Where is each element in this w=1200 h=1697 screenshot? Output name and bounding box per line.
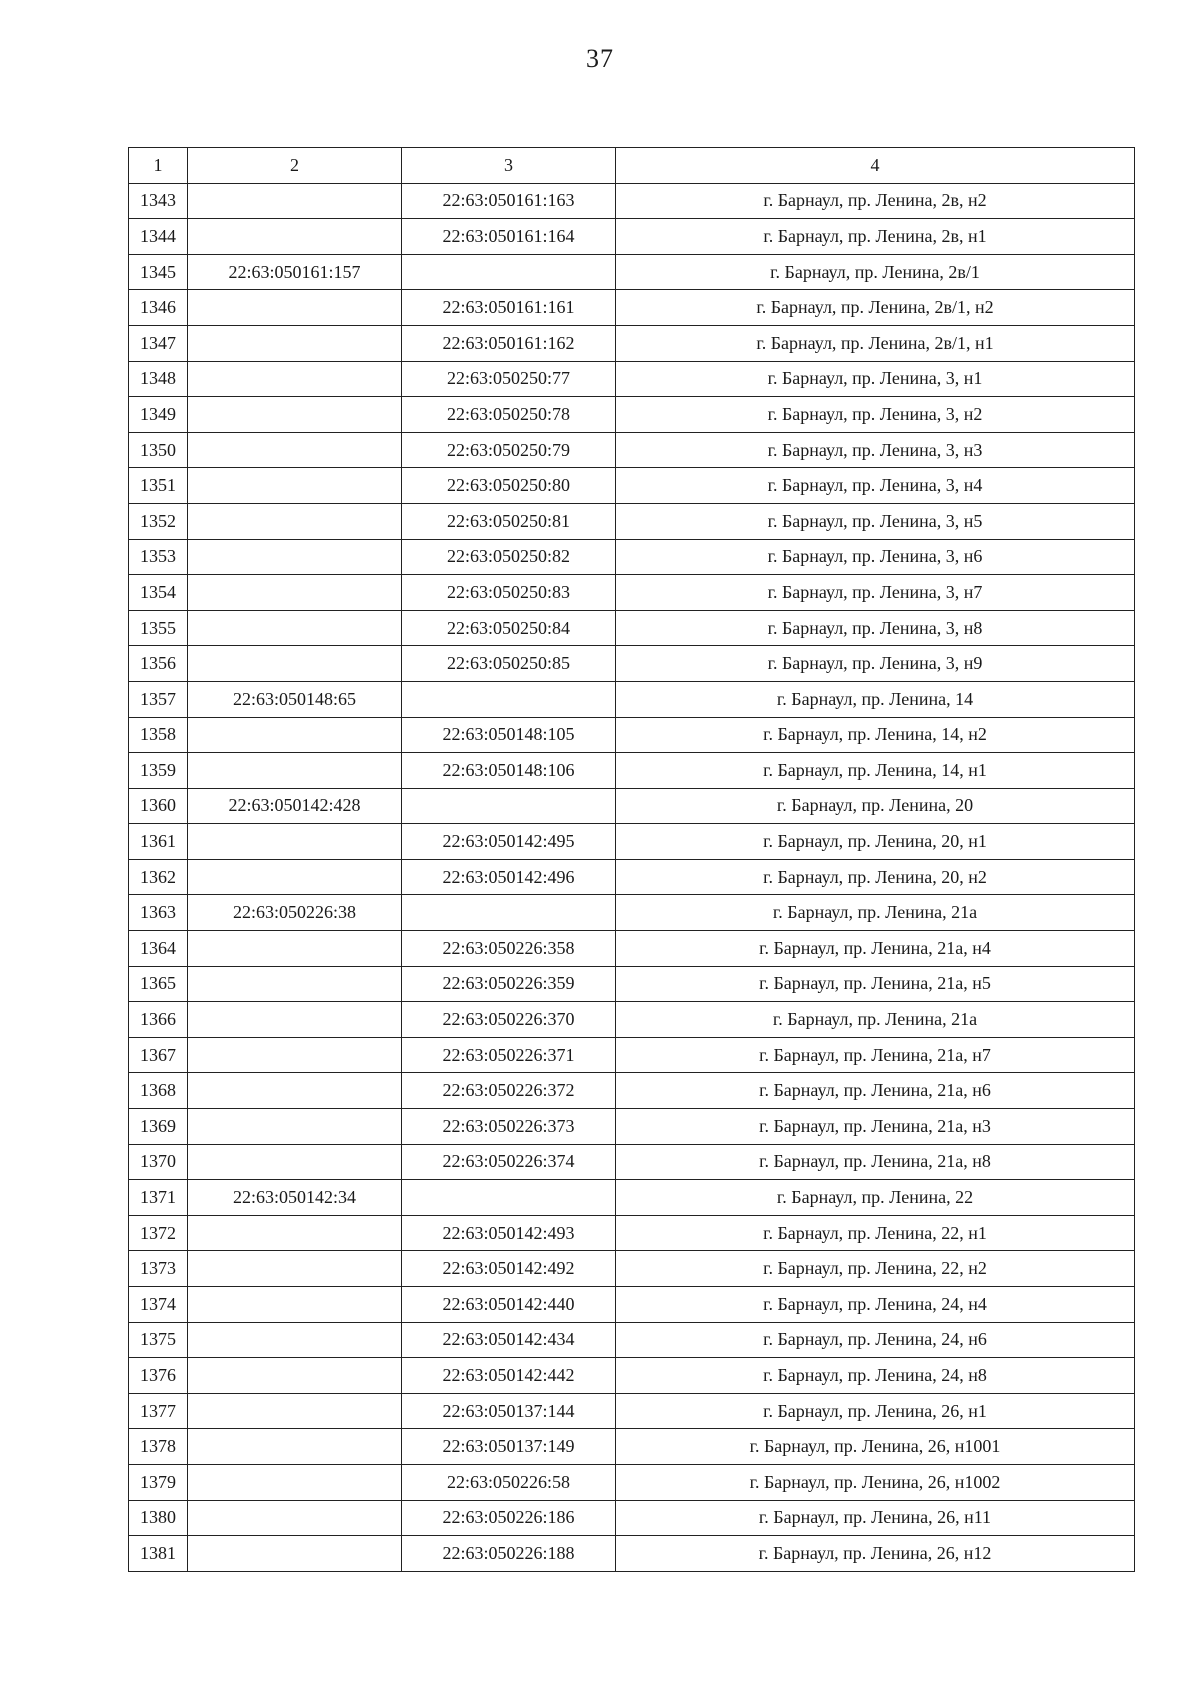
table-row <box>129 1429 1135 1465</box>
parcel-number-cell <box>188 1002 402 1038</box>
object-number-cell: 22:63:050250:83 <box>402 575 616 611</box>
row-number-cell: 1372 <box>129 1215 188 1251</box>
object-number-cell <box>402 895 616 931</box>
object-number-cell: 22:63:050226:372 <box>402 1073 616 1109</box>
object-number-cell: 22:63:050250:80 <box>402 468 616 504</box>
address-cell: г. Барнаул, пр. Ленина, 20, н1 <box>616 824 1135 860</box>
address-cell: г. Барнаул, пр. Ленина, 21а <box>616 1002 1135 1038</box>
row-number-cell: 1359 <box>129 753 188 789</box>
address-cell: г. Барнаул, пр. Ленина, 22, н2 <box>616 1251 1135 1287</box>
column-header-3: 3 <box>402 148 616 184</box>
object-number-cell <box>402 254 616 290</box>
row-number-cell: 1367 <box>129 1037 188 1073</box>
row-number-cell: 1369 <box>129 1109 188 1145</box>
address-cell: г. Барнаул, пр. Ленина, 14 <box>616 681 1135 717</box>
table-row <box>129 1180 1135 1216</box>
row-number-cell: 1361 <box>129 824 188 860</box>
column-header-2: 2 <box>188 148 402 184</box>
address-cell: г. Барнаул, пр. Ленина, 2в/1 <box>616 254 1135 290</box>
address-cell: г. Барнаул, пр. Ленина, 26, н12 <box>616 1536 1135 1572</box>
address-cell: г. Барнаул, пр. Ленина, 14, н1 <box>616 753 1135 789</box>
object-number-cell <box>402 1180 616 1216</box>
row-number-cell: 1346 <box>129 290 188 326</box>
row-number-cell: 1354 <box>129 575 188 611</box>
row-number-cell: 1379 <box>129 1464 188 1500</box>
table-row <box>129 1393 1135 1429</box>
address-cell: г. Барнаул, пр. Ленина, 21а, н5 <box>616 966 1135 1002</box>
object-number-cell: 22:63:050250:79 <box>402 432 616 468</box>
table-row <box>129 1037 1135 1073</box>
address-cell: г. Барнаул, пр. Ленина, 21а <box>616 895 1135 931</box>
table-row <box>129 788 1135 824</box>
column-header-1: 1 <box>129 148 188 184</box>
row-number-cell: 1381 <box>129 1536 188 1572</box>
object-number-cell: 22:63:050226:359 <box>402 966 616 1002</box>
object-number-cell: 22:63:050137:144 <box>402 1393 616 1429</box>
object-number-cell: 22:63:050226:371 <box>402 1037 616 1073</box>
table-row <box>129 1536 1135 1572</box>
column-header-4: 4 <box>616 148 1135 184</box>
object-number-cell: 22:63:050161:161 <box>402 290 616 326</box>
table-row <box>129 397 1135 433</box>
object-number-cell: 22:63:050250:77 <box>402 361 616 397</box>
object-number-cell: 22:63:050161:162 <box>402 325 616 361</box>
table-row <box>129 1287 1135 1323</box>
parcel-number-cell <box>188 859 402 895</box>
table-row <box>129 1251 1135 1287</box>
object-number-cell: 22:63:050142:496 <box>402 859 616 895</box>
row-number-cell: 1358 <box>129 717 188 753</box>
address-cell: г. Барнаул, пр. Ленина, 3, н7 <box>616 575 1135 611</box>
object-number-cell: 22:63:050161:163 <box>402 183 616 219</box>
address-cell: г. Барнаул, пр. Ленина, 3, н3 <box>616 432 1135 468</box>
table-row <box>129 717 1135 753</box>
registry-table <box>128 147 1135 1572</box>
table-row <box>129 646 1135 682</box>
table-row <box>129 931 1135 967</box>
parcel-number-cell <box>188 503 402 539</box>
address-cell: г. Барнаул, пр. Ленина, 24, н8 <box>616 1358 1135 1394</box>
address-cell: г. Барнаул, пр. Ленина, 21а, н6 <box>616 1073 1135 1109</box>
parcel-number-cell <box>188 1393 402 1429</box>
parcel-number-cell <box>188 1322 402 1358</box>
table-row <box>129 290 1135 326</box>
row-number-cell: 1351 <box>129 468 188 504</box>
row-number-cell: 1348 <box>129 361 188 397</box>
parcel-number-cell <box>188 646 402 682</box>
parcel-number-cell <box>188 824 402 860</box>
row-number-cell: 1352 <box>129 503 188 539</box>
address-cell: г. Барнаул, пр. Ленина, 2в, н1 <box>616 219 1135 255</box>
row-number-cell: 1353 <box>129 539 188 575</box>
table-row <box>129 1464 1135 1500</box>
object-number-cell: 22:63:050250:85 <box>402 646 616 682</box>
parcel-number-cell <box>188 468 402 504</box>
table-row <box>129 254 1135 290</box>
table-row <box>129 1109 1135 1145</box>
address-cell: г. Барнаул, пр. Ленина, 26, н1 <box>616 1393 1135 1429</box>
table-row <box>129 1215 1135 1251</box>
address-cell: г. Барнаул, пр. Ленина, 21а, н7 <box>616 1037 1135 1073</box>
row-number-cell: 1355 <box>129 610 188 646</box>
address-cell: г. Барнаул, пр. Ленина, 24, н6 <box>616 1322 1135 1358</box>
row-number-cell: 1360 <box>129 788 188 824</box>
parcel-number-cell: 22:63:050148:65 <box>188 681 402 717</box>
object-number-cell: 22:63:050142:440 <box>402 1287 616 1323</box>
object-number-cell: 22:63:050226:358 <box>402 931 616 967</box>
address-cell: г. Барнаул, пр. Ленина, 2в/1, н2 <box>616 290 1135 326</box>
table-row <box>129 966 1135 1002</box>
parcel-number-cell <box>188 1251 402 1287</box>
object-number-cell: 22:63:050226:374 <box>402 1144 616 1180</box>
parcel-number-cell <box>188 539 402 575</box>
address-cell: г. Барнаул, пр. Ленина, 20, н2 <box>616 859 1135 895</box>
row-number-cell: 1375 <box>129 1322 188 1358</box>
table-body <box>129 183 1135 1571</box>
row-number-cell: 1349 <box>129 397 188 433</box>
parcel-number-cell <box>188 219 402 255</box>
address-cell: г. Барнаул, пр. Ленина, 26, н1001 <box>616 1429 1135 1465</box>
address-cell: г. Барнаул, пр. Ленина, 21а, н8 <box>616 1144 1135 1180</box>
object-number-cell: 22:63:050226:188 <box>402 1536 616 1572</box>
object-number-cell: 22:63:050142:492 <box>402 1251 616 1287</box>
table-row <box>129 503 1135 539</box>
parcel-number-cell <box>188 1464 402 1500</box>
table-row <box>129 1322 1135 1358</box>
row-number-cell: 1380 <box>129 1500 188 1536</box>
object-number-cell: 22:63:050226:58 <box>402 1464 616 1500</box>
row-number-cell: 1373 <box>129 1251 188 1287</box>
object-number-cell <box>402 788 616 824</box>
parcel-number-cell <box>188 610 402 646</box>
row-number-cell: 1356 <box>129 646 188 682</box>
object-number-cell: 22:63:050148:105 <box>402 717 616 753</box>
address-cell: г. Барнаул, пр. Ленина, 14, н2 <box>616 717 1135 753</box>
row-number-cell: 1343 <box>129 183 188 219</box>
table-row <box>129 859 1135 895</box>
object-number-cell: 22:63:050226:370 <box>402 1002 616 1038</box>
object-number-cell: 22:63:050142:442 <box>402 1358 616 1394</box>
address-cell: г. Барнаул, пр. Ленина, 21а, н4 <box>616 931 1135 967</box>
object-number-cell <box>402 681 616 717</box>
object-number-cell: 22:63:050250:78 <box>402 397 616 433</box>
address-cell: г. Барнаул, пр. Ленина, 3, н5 <box>616 503 1135 539</box>
parcel-number-cell <box>188 717 402 753</box>
table-row <box>129 1358 1135 1394</box>
object-number-cell: 22:63:050142:493 <box>402 1215 616 1251</box>
table-row <box>129 610 1135 646</box>
parcel-number-cell <box>188 931 402 967</box>
parcel-number-cell: 22:63:050142:34 <box>188 1180 402 1216</box>
table-row <box>129 1073 1135 1109</box>
parcel-number-cell <box>188 290 402 326</box>
parcel-number-cell <box>188 1358 402 1394</box>
object-number-cell: 22:63:050250:81 <box>402 503 616 539</box>
table-row <box>129 468 1135 504</box>
row-number-cell: 1374 <box>129 1287 188 1323</box>
address-cell: г. Барнаул, пр. Ленина, 3, н4 <box>616 468 1135 504</box>
row-number-cell: 1365 <box>129 966 188 1002</box>
table-row <box>129 1144 1135 1180</box>
parcel-number-cell <box>188 183 402 219</box>
address-cell: г. Барнаул, пр. Ленина, 2в/1, н1 <box>616 325 1135 361</box>
object-number-cell: 22:63:050137:149 <box>402 1429 616 1465</box>
address-cell: г. Барнаул, пр. Ленина, 22 <box>616 1180 1135 1216</box>
row-number-cell: 1368 <box>129 1073 188 1109</box>
object-number-cell: 22:63:050226:186 <box>402 1500 616 1536</box>
parcel-number-cell <box>188 1144 402 1180</box>
parcel-number-cell <box>188 1215 402 1251</box>
address-cell: г. Барнаул, пр. Ленина, 20 <box>616 788 1135 824</box>
table-row <box>129 361 1135 397</box>
page-number: 37 <box>586 44 614 73</box>
object-number-cell: 22:63:050148:106 <box>402 753 616 789</box>
parcel-number-cell: 22:63:050142:428 <box>188 788 402 824</box>
object-number-cell: 22:63:050250:84 <box>402 610 616 646</box>
parcel-number-cell <box>188 325 402 361</box>
address-cell: г. Барнаул, пр. Ленина, 26, н1002 <box>616 1464 1135 1500</box>
row-number-cell: 1350 <box>129 432 188 468</box>
address-cell: г. Барнаул, пр. Ленина, 2в, н2 <box>616 183 1135 219</box>
row-number-cell: 1370 <box>129 1144 188 1180</box>
table-row <box>129 1002 1135 1038</box>
row-number-cell: 1344 <box>129 219 188 255</box>
table-row <box>129 432 1135 468</box>
object-number-cell: 22:63:050142:495 <box>402 824 616 860</box>
address-cell: г. Барнаул, пр. Ленина, 3, н1 <box>616 361 1135 397</box>
row-number-cell: 1363 <box>129 895 188 931</box>
parcel-number-cell <box>188 397 402 433</box>
table-row <box>129 219 1135 255</box>
address-cell: г. Барнаул, пр. Ленина, 3, н6 <box>616 539 1135 575</box>
table-row <box>129 575 1135 611</box>
address-cell: г. Барнаул, пр. Ленина, 3, н8 <box>616 610 1135 646</box>
table-row <box>129 824 1135 860</box>
parcel-number-cell <box>188 432 402 468</box>
parcel-number-cell <box>188 1429 402 1465</box>
table-row <box>129 325 1135 361</box>
table-row <box>129 1500 1135 1536</box>
address-cell: г. Барнаул, пр. Ленина, 22, н1 <box>616 1215 1135 1251</box>
parcel-number-cell <box>188 1037 402 1073</box>
address-cell: г. Барнаул, пр. Ленина, 24, н4 <box>616 1287 1135 1323</box>
row-number-cell: 1347 <box>129 325 188 361</box>
table-header-row <box>129 148 1135 184</box>
parcel-number-cell: 22:63:050161:157 <box>188 254 402 290</box>
row-number-cell: 1366 <box>129 1002 188 1038</box>
table-row <box>129 183 1135 219</box>
row-number-cell: 1345 <box>129 254 188 290</box>
parcel-number-cell: 22:63:050226:38 <box>188 895 402 931</box>
parcel-number-cell <box>188 966 402 1002</box>
object-number-cell: 22:63:050142:434 <box>402 1322 616 1358</box>
address-cell: г. Барнаул, пр. Ленина, 3, н2 <box>616 397 1135 433</box>
table-row <box>129 681 1135 717</box>
parcel-number-cell <box>188 575 402 611</box>
row-number-cell: 1357 <box>129 681 188 717</box>
object-number-cell: 22:63:050161:164 <box>402 219 616 255</box>
table-row <box>129 895 1135 931</box>
parcel-number-cell <box>188 1500 402 1536</box>
parcel-number-cell <box>188 1536 402 1572</box>
row-number-cell: 1378 <box>129 1429 188 1465</box>
address-cell: г. Барнаул, пр. Ленина, 3, н9 <box>616 646 1135 682</box>
row-number-cell: 1376 <box>129 1358 188 1394</box>
object-number-cell: 22:63:050226:373 <box>402 1109 616 1145</box>
parcel-number-cell <box>188 1287 402 1323</box>
parcel-number-cell <box>188 753 402 789</box>
address-cell: г. Барнаул, пр. Ленина, 21а, н3 <box>616 1109 1135 1145</box>
row-number-cell: 1377 <box>129 1393 188 1429</box>
parcel-number-cell <box>188 1109 402 1145</box>
row-number-cell: 1364 <box>129 931 188 967</box>
parcel-number-cell <box>188 361 402 397</box>
table-row <box>129 753 1135 789</box>
table-row <box>129 539 1135 575</box>
row-number-cell: 1371 <box>129 1180 188 1216</box>
parcel-number-cell <box>188 1073 402 1109</box>
row-number-cell: 1362 <box>129 859 188 895</box>
address-cell: г. Барнаул, пр. Ленина, 26, н11 <box>616 1500 1135 1536</box>
object-number-cell: 22:63:050250:82 <box>402 539 616 575</box>
